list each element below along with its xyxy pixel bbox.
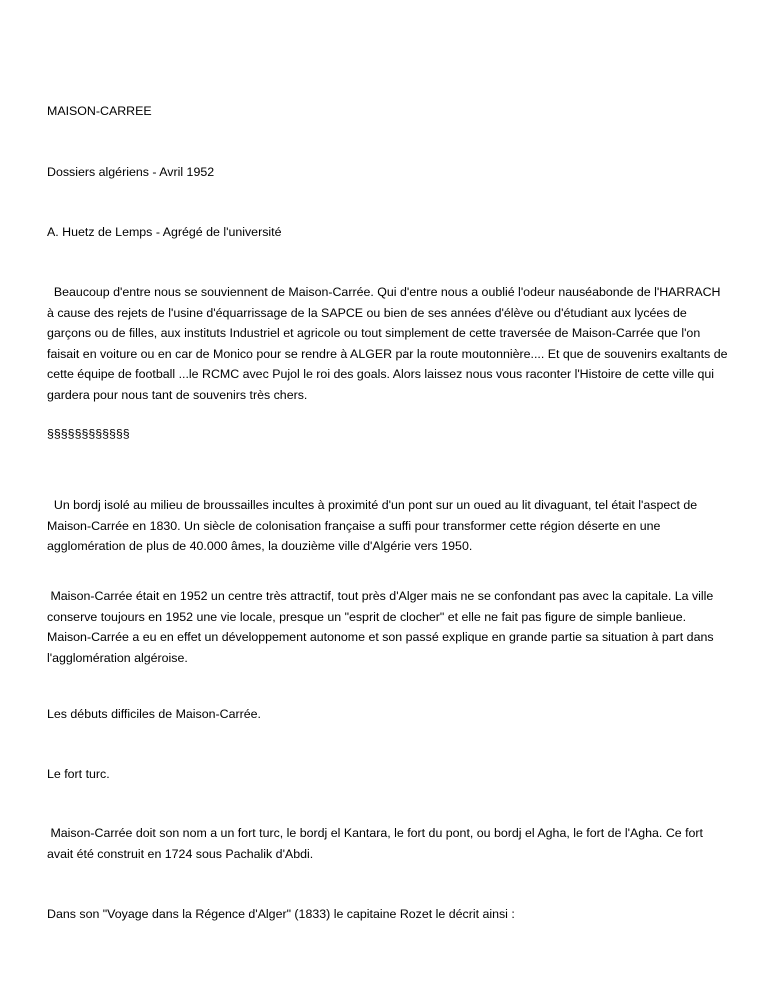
- section-heading-debuts: Les débuts difficiles de Maison-Carrée.: [47, 707, 261, 721]
- document-title: MAISON-CARREE: [47, 104, 152, 118]
- section-separator: §§§§§§§§§§§§: [47, 427, 130, 441]
- paragraph-rozet: Dans son "Voyage dans la Régence d'Alger" (1833) le capitaine Rozet le décrit ainsi :: [47, 907, 515, 921]
- subsection-heading-fort-turc: Le fort turc.: [47, 767, 110, 781]
- document-author: A. Huetz de Lemps - Agrégé de l'université: [47, 225, 282, 239]
- paragraph-fort-turc: Maison-Carrée doit son nom a un fort turc, le bordj el Kantara, le fort du pont, ou bordj el Agha, le fort de l'Agha. Ce fort avait été construit en 1724 sous Pachalik d'Abdi.: [47, 826, 707, 861]
- paragraph-bordj: Un bordj isolé au milieu de broussailles incultes à proximité d'un pont sur un oued au lit divaguant, tel était l'aspect de Maison-Carrée en 1830. Un siècle de colonisation française a suffi pour transformer cette région déserte en une agglomération de plus de 40.000 âmes, la douzième ville d'Algérie vers 1950.: [47, 498, 701, 553]
- paragraph-attractive-center: Maison-Carrée était en 1952 un centre très attractif, tout près d'Alger mais ne se confondant pas avec la capitale. La ville conserve toujours en 1952 une vie locale, presque un "esprit de clocher" et elle ne fait pas figure de simple banlieue. Maison-Carrée a eu en effet un développement autonome et son passé explique en grande partie sa situation à part dans l'agglomération algéroise.: [47, 589, 718, 665]
- paragraph-intro: Beaucoup d'entre nous se souviennent de Maison-Carrée. Qui d'entre nous a oublié l'odeur nauséabonde de l'HARRACH à cause des rejets de l'usine d'équarrissage de la SAPCE ou bien de ses années d'élève ou d'étudiant aux lycées de garçons ou de filles, aux instituts Industriel et agricole ou tout simplement de cette traversée de Maison-Carrée que l'on faisait en voiture ou en car de Monico pour se rendre à ALGER par la route moutonnière.... Et que de souvenirs exaltants de cette équipe de football ...le RCMC avec Pujol le roi des goals. Alors laissez nous vous raconter l'Histoire de cette ville qui gardera pour nous tant de souvenirs très chers.: [47, 285, 731, 402]
- document-source: Dossiers algériens - Avril 1952: [47, 165, 215, 179]
